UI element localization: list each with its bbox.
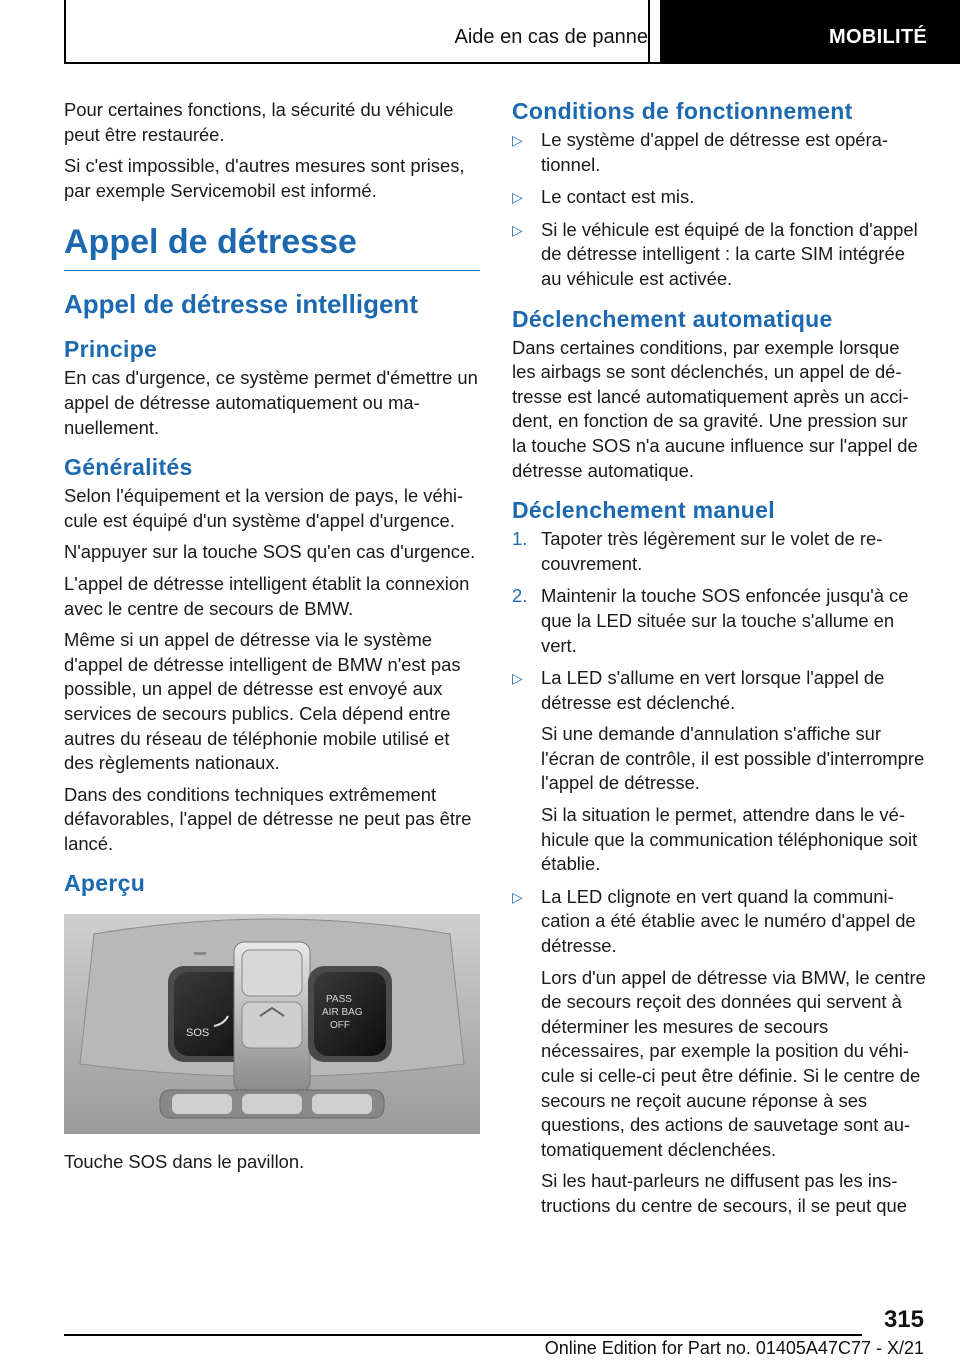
header-left-rule [64,0,66,64]
generalites-paragraph: L'appel de détresse intelligent établit la connexion avec le centre de secours de BMW. [64,572,470,619]
bullet-triangle-icon: ▷ [512,670,523,687]
header-chapter-tab [660,0,960,64]
bullet-triangle-icon: ▷ [512,189,523,206]
right-column [512,98,926,1227]
list-item: ▷ Si le véhicule est équipé de la fonction d'appel de détresse intelligent : la carte SIM intégrée au véhicule est activée. [512,218,918,289]
photo-caption: Touche SOS dans le pavillon. [64,1151,305,1173]
generalites-paragraph: N'appuyer sur la touche SOS qu'en cas d'urgence. [64,541,476,563]
list-item: ▷ La LED clignote en vert quand la communication a été établie avec le numéro d'appel de détresse. Lors d'un appel de détresse via BMW, le centre de secours reçoit des données qui servent à déterminer les mesures de secours nécessaires, par exemple la position du véhicule si celle-ci peut être définie. Si le centre de secours ne reçoit aucune réponse à ses questions, des actions de sauvetage sont automatiquement déclenchées. Si les haut-parleurs ne diffusent pas les instructions du centre de secours, il se peut que [512,885,926,1216]
page-number: 315 [883,1306,924,1333]
footer-edition: Online Edition for Part no. 01405A47C77 - X/21 [544,1338,924,1358]
photo-label-airbag: AIR BAG [322,1007,363,1019]
list-item: ▷ Le contact est mis. [512,185,926,210]
intro-paragraph: Si c'est impossible, d'autres mesures sont prises, par exemple Servicemobil est informé. [64,155,465,201]
header-separator [648,0,650,64]
bullet-triangle-icon: ▷ [512,888,523,905]
footer-rule [64,1334,862,1336]
subsection-heading: Appel de détresse intelligent [64,289,418,320]
sos-button-photo [64,914,480,1134]
bullet-triangle-icon: ▷ [512,132,523,148]
heading-apercu: Aperçu [64,870,146,897]
auto-paragraph: Dans certaines conditions, par exemple lorsque les airbags se sont déclenchés, un appel de détresse est lancé automatiquement après un accident, en fonction de sa gravité. Une pression sur la touche SOS n'a aucune influence sur l'appel de détresse automatique. [512,336,918,481]
photo-label-sos: SOS [186,1027,210,1040]
heading-manuel: Déclenchement manuel [512,497,775,524]
heading-generalites: Généralités [64,454,193,481]
header-section-title: Aide en cas de panne [454,26,648,48]
intro-paragraph: Pour certaines fonctions, la sécurité du véhicule peut être restaurée. [64,99,454,145]
numbered-step: 2. Maintenir la touche SOS enfoncée jusqu'à ce que la LED située sur la touche s'allume en vert. [512,585,909,656]
left-column [64,98,480,1173]
section-heading: Appel de détresse [64,223,480,271]
heading-principe: Principe [64,336,158,363]
list-item: ▷ La LED s'allume en vert lorsque l'appel de détresse est déclenché. Si une demande d'annulation s'affiche sur l'écran de contrôle, il est possible d'interrompre l'appel de détresse. Si la situation le permet, attendre dans le véhicule que la communication téléphonique soit établie. [512,667,925,875]
generalites-paragraph: Même si un appel de détresse via le système d'appel de détresse intelligent de BMW n'est pas possible, un appel de détresse est envoyé aux services de secours publics. Cela dépend entre autres du réseau de téléphonie mobile utilisé et des règlements nationaux. [64,629,461,774]
list-item: ▷ Le système d'appel de détresse est opérationnel. [512,129,889,175]
step-number: 2. [512,585,528,607]
step-number: 1. [512,528,528,550]
header-rule [64,62,960,64]
bullet-triangle-icon: ▷ [512,221,523,238]
numbered-step: 1. Tapoter très légèrement sur le volet de recouvrement. [512,528,883,574]
principe-paragraph: En cas d'urgence, ce système permet d'émettre un appel de détresse automatiquement ou manuellement. [64,367,478,438]
heading-conditions: Conditions de fonctionnement [512,98,853,124]
generalites-paragraph: Selon l'équipement et la version de pays, le véhicule est équipé d'un système d'appel d'urgence. [64,485,464,531]
photo-label-pass: PASS [326,994,352,1006]
photo-label-off: OFF [330,1020,350,1032]
heading-auto: Déclenchement automatique [512,305,833,332]
header-chapter-label: MOBILITÉ [829,26,927,48]
generalites-paragraph: Dans des conditions techniques extrêmement défavorables, l'appel de détresse ne peut pas être lancé. [64,783,472,854]
